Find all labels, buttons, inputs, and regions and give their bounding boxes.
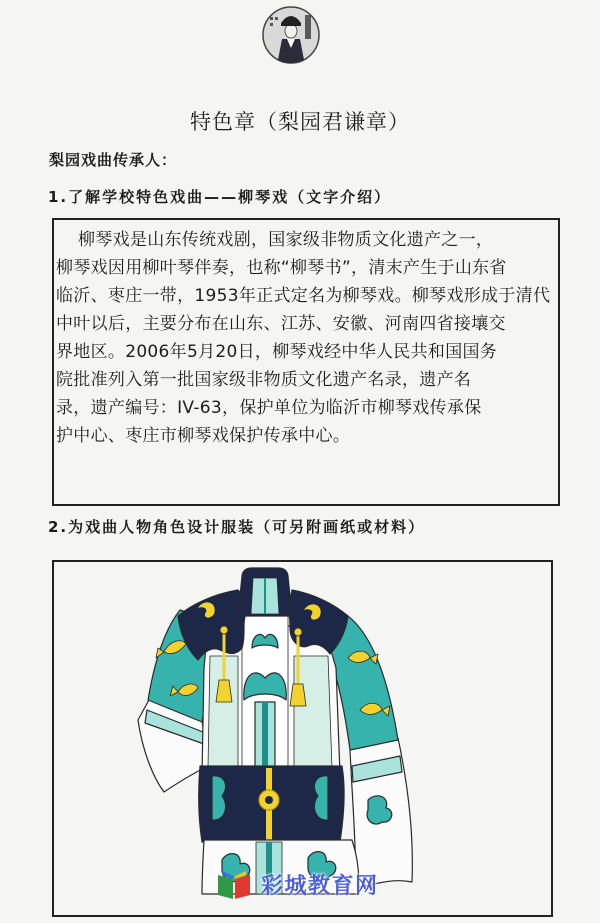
text-line: 临沂、枣庄一带，1953年正式定名为柳琴戏。柳琴戏形成于清代 — [56, 286, 551, 306]
watermark-text: 彩城教育网 — [261, 873, 379, 899]
text-line: 中叶以后，主要分布在山东、江苏、安徽、河南四省接壤交 — [56, 314, 506, 334]
opera-character-badge-icon — [261, 5, 321, 65]
left-tassel-knot — [220, 626, 228, 634]
section2-heading: 2.为戏曲人物角色设计服装（可另附画纸或材料） — [48, 518, 426, 536]
apron-motif-right — [314, 776, 328, 820]
text-line: 院批准列入第一批国家级非物质文化遗产名录，遗产名 — [56, 370, 472, 390]
section1-heading: 1.了解学校特色戏曲——柳琴戏（文字介绍） — [48, 188, 392, 206]
right-side-panel — [294, 656, 332, 768]
book-logo-icon — [214, 867, 254, 901]
text-line: 界地区。2006年5月20日，柳琴戏经中华人民共和国国务 — [56, 342, 498, 362]
costume-drawing-box — [52, 560, 553, 917]
text-line: 录，遗产编号：IV-63，保护单位为临沂市柳琴戏传承保 — [56, 398, 482, 418]
text-line: 柳琴戏因用柳叶琴伴奏，也称“柳琴书”，清末产生于山东省 — [56, 258, 507, 278]
right-tassel-fringe — [290, 684, 306, 706]
medallion-center — [265, 796, 273, 804]
text-line: 护中心、枣庄市柳琴戏保护传承中心。 — [56, 426, 351, 446]
apron-motif-left — [212, 776, 226, 820]
text-line: 柳琴戏是山东传统戏剧，国家级非物质文化遗产之一， — [78, 230, 494, 250]
watermark — [214, 866, 379, 902]
center-stripe-line — [262, 702, 268, 772]
left-tassel-fringe — [216, 680, 232, 702]
opera-costume-icon — [54, 562, 551, 915]
right-tassel-knot — [294, 628, 302, 636]
page-title: 特色章（梨园君谦章） — [190, 110, 410, 134]
intro-text-box — [52, 218, 560, 506]
inheritor-label: 梨园戏曲传承人： — [49, 151, 178, 169]
